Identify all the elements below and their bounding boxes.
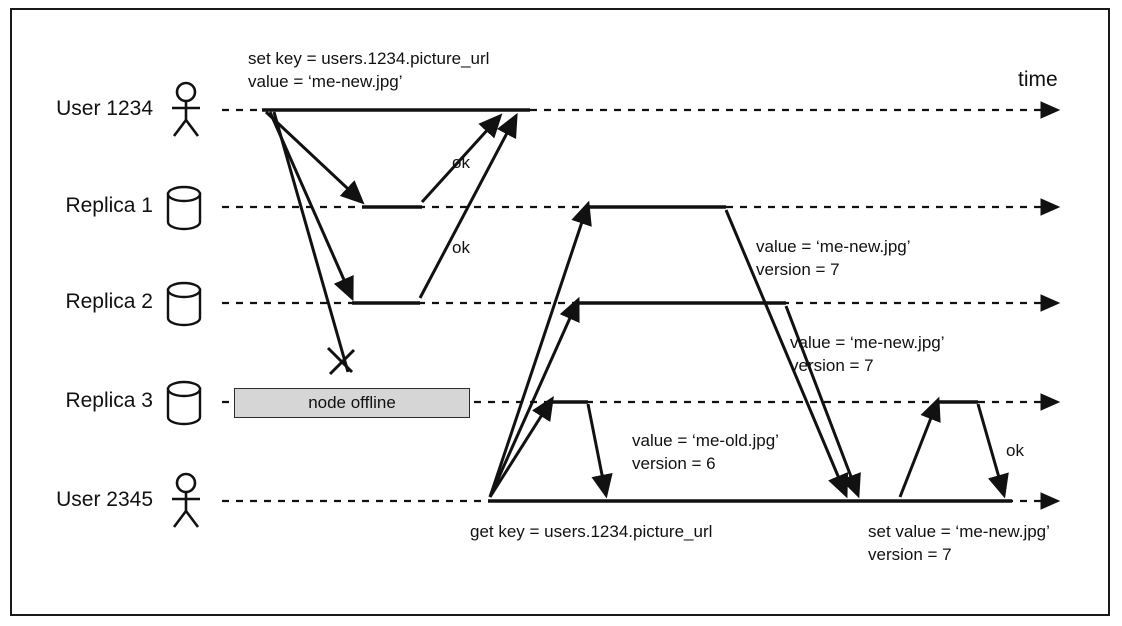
message-get-to-replica-1: [490, 204, 588, 497]
database-icon-replica-1: [168, 187, 200, 229]
message-get-to-replica-3: [490, 399, 552, 497]
message-ok-replica-3-final: [978, 404, 1004, 495]
lane-label-replica-2: Replica 2: [65, 290, 153, 313]
message-set-to-replica-1: [266, 112, 362, 202]
actor-icon-user-2345: [172, 474, 200, 527]
annotation-line: get key = users.1234.picture_url: [470, 522, 713, 541]
annotation-line: set value = ‘me-new.jpg’: [868, 522, 1050, 541]
annotation-line: value = ‘me-new.jpg’: [756, 237, 911, 256]
lane-label-user-2345: User 2345: [56, 488, 153, 511]
lane-label-replica-3: Replica 3: [65, 389, 153, 412]
annotation-set-request-2: [868, 521, 1050, 567]
lane-label-user-1234: User 1234: [56, 97, 153, 120]
database-icon-replica-2: [168, 283, 200, 325]
time-axis-label: time: [1018, 68, 1058, 91]
annotation-line: value = ‘me-old.jpg’: [632, 431, 779, 450]
annotation-line: version = 7: [868, 544, 952, 564]
annotation-line: ok: [452, 238, 470, 257]
annotation-ok-replica-2: [452, 237, 470, 260]
annotation-ok-final: [1006, 440, 1024, 463]
annotation-ok-replica-1: [452, 152, 470, 175]
annotation-line: version = 7: [790, 355, 874, 375]
annotation-line: value = ‘me-new.jpg’: [248, 71, 403, 91]
annotation-replica-1-response: [756, 236, 911, 282]
message-response-replica-3: [588, 404, 606, 495]
message-get-to-replica-2: [490, 300, 578, 497]
annotation-replica-3-response: [632, 430, 779, 476]
annotation-set-request: [248, 48, 489, 94]
message-set-to-replica-3-final: [900, 400, 938, 497]
actor-icon-user-1234: [172, 83, 200, 136]
annotation-get-request: [470, 521, 712, 544]
node-offline-box: node offline: [234, 388, 470, 418]
annotation-line: ok: [1006, 441, 1024, 460]
annotation-line: set key = users.1234.picture_url: [248, 49, 490, 68]
annotation-line: version = 7: [756, 259, 840, 279]
annotation-line: ok: [452, 153, 470, 172]
database-icon-replica-3: [168, 382, 200, 424]
annotation-replica-2-response: [790, 332, 945, 378]
message-set-to-replica-3: [274, 112, 348, 372]
annotation-line: value = ‘me-new.jpg’: [790, 333, 945, 352]
lane-label-replica-1: Replica 1: [65, 194, 153, 217]
annotation-line: version = 6: [632, 453, 716, 473]
